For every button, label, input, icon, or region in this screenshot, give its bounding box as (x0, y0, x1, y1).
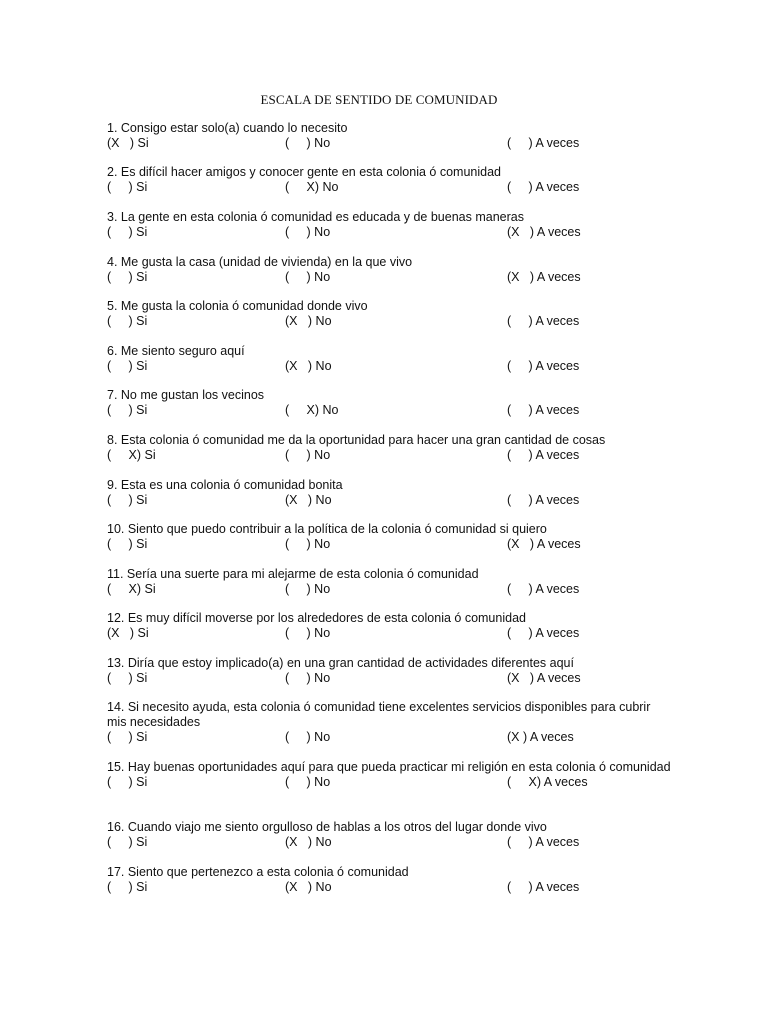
option-a-veces: ( ) A veces (507, 448, 580, 462)
answer-options (107, 225, 672, 240)
question-text: 3. La gente en esta colonia ó comunidad es educada y de buenas maneras (107, 210, 524, 224)
option-a-veces: ( ) A veces (507, 835, 580, 849)
option-a-veces: ( ) A veces (507, 180, 580, 194)
option-si: ( X) Si (107, 448, 156, 462)
option-no: ( ) No (285, 537, 331, 551)
question-item (107, 388, 672, 418)
question-text: 12. Es muy difícil moverse por los alrededores de esta colonia ó comunidad (107, 611, 526, 625)
option-no: ( ) No (285, 270, 331, 284)
question-item (107, 210, 672, 240)
question-text: 2. Es difícil hacer amigos y conocer gente en esta colonia ó comunidad (107, 165, 501, 179)
option-a-veces: ( X) A veces (507, 775, 588, 789)
option-a-veces: ( ) A veces (507, 626, 580, 640)
option-si: ( ) Si (107, 537, 148, 551)
option-si: (X ) Si (107, 626, 149, 640)
answer-options (107, 403, 672, 418)
option-si: ( X) Si (107, 582, 156, 596)
option-si: ( ) Si (107, 775, 148, 789)
option-no: ( ) No (285, 775, 331, 789)
option-si: ( ) Si (107, 403, 148, 417)
answer-options (107, 180, 672, 195)
answer-options (107, 493, 672, 508)
option-no: ( ) No (285, 225, 331, 239)
question-text: 10. Siento que puedo contribuir a la política de la colonia ó comunidad si quiero (107, 522, 547, 536)
question-item (107, 700, 672, 745)
answer-options (107, 626, 672, 641)
question-item (107, 611, 672, 641)
option-no: (X ) No (285, 359, 332, 373)
option-si: ( ) Si (107, 270, 148, 284)
option-si: (X ) Si (107, 136, 149, 150)
answer-options (107, 136, 672, 151)
question-text: 9. Esta es una colonia ó comunidad bonita (107, 478, 343, 492)
option-no: ( ) No (285, 671, 331, 685)
option-si: ( ) Si (107, 493, 148, 507)
option-no: ( X) No (285, 403, 339, 417)
question-item (107, 344, 672, 374)
option-si: ( ) Si (107, 835, 148, 849)
answer-options (107, 359, 672, 374)
answer-options (107, 835, 672, 850)
answer-options (107, 582, 672, 597)
option-no: ( ) No (285, 626, 331, 640)
question-text: 17. Siento que pertenezco a esta colonia ó comunidad (107, 865, 409, 879)
answer-options (107, 537, 672, 552)
question-item (107, 299, 672, 329)
option-a-veces: (X ) A veces (507, 537, 581, 551)
question-item (107, 656, 672, 686)
question-item (107, 522, 672, 552)
question-text: 4. Me gusta la casa (unidad de vivienda) en la que vivo (107, 255, 413, 269)
option-si: ( ) Si (107, 180, 148, 194)
option-si: ( ) Si (107, 314, 148, 328)
option-no: (X ) No (285, 314, 332, 328)
question-item (107, 255, 672, 285)
question-item (107, 820, 672, 850)
option-a-veces: ( ) A veces (507, 880, 580, 894)
option-si: ( ) Si (107, 225, 148, 239)
question-text: 6. Me siento seguro aquí (107, 344, 245, 358)
option-a-veces: ( ) A veces (507, 136, 580, 150)
option-no: ( X) No (285, 180, 339, 194)
option-a-veces: (X ) A veces (507, 671, 581, 685)
document-title: ESCALA DE SENTIDO DE COMUNIDAD (260, 92, 498, 107)
option-si: ( ) Si (107, 359, 148, 373)
question-item (107, 865, 672, 895)
question-item (107, 121, 672, 151)
question-text: 15. Hay buenas oportunidades aquí para que pueda practicar mi religión en esta colonia ó comunidad (107, 760, 671, 774)
option-no: (X ) No (285, 493, 332, 507)
option-si: ( ) Si (107, 671, 148, 685)
question-text: 1. Consigo estar solo(a) cuando lo necesito (107, 121, 348, 135)
question-text: 8. Esta colonia ó comunidad me da la oportunidad para hacer una gran cantidad de cosas (107, 433, 606, 447)
option-no: ( ) No (285, 730, 331, 744)
option-a-veces: ( ) A veces (507, 314, 580, 328)
answer-options (107, 730, 672, 745)
question-text: 16. Cuando viajo me siento orgulloso de hablas a los otros del lugar donde vivo (107, 820, 547, 834)
question-item (107, 478, 672, 508)
option-a-veces: (X ) A veces (507, 270, 581, 284)
option-a-veces: ( ) A veces (507, 403, 580, 417)
option-no: ( ) No (285, 448, 331, 462)
question-text: 14. Si necesito ayuda, esta colonia ó comunidad tiene excelentes servicios disponibles para cubrir mis necesidades (107, 700, 651, 729)
option-a-veces: ( ) A veces (507, 493, 580, 507)
question-text: 7. No me gustan los vecinos (107, 388, 265, 402)
option-no: (X ) No (285, 880, 332, 894)
question-item (107, 165, 672, 195)
option-a-veces: (X ) A veces (507, 225, 581, 239)
question-item (107, 567, 672, 597)
option-no: (X ) No (285, 835, 332, 849)
option-si: ( ) Si (107, 730, 148, 744)
question-item (107, 760, 672, 790)
option-no: ( ) No (285, 136, 331, 150)
option-a-veces: (X ) A veces (507, 730, 574, 744)
option-no: ( ) No (285, 582, 331, 596)
option-a-veces: ( ) A veces (507, 359, 580, 373)
answer-options (107, 775, 672, 790)
answer-options (107, 448, 672, 463)
answer-options (107, 880, 672, 895)
question-text: 5. Me gusta la colonia ó comunidad donde vivo (107, 299, 368, 313)
option-a-veces: ( ) A veces (507, 582, 580, 596)
answer-options (107, 314, 672, 329)
answer-options (107, 270, 672, 285)
question-item (107, 433, 672, 463)
question-text: 11. Sería una suerte para mi alejarme de esta colonia ó comunidad (107, 567, 479, 581)
option-si: ( ) Si (107, 880, 148, 894)
question-text: 13. Diría que estoy implicado(a) en una gran cantidad de actividades diferentes aquí (107, 656, 574, 670)
answer-options (107, 671, 672, 686)
